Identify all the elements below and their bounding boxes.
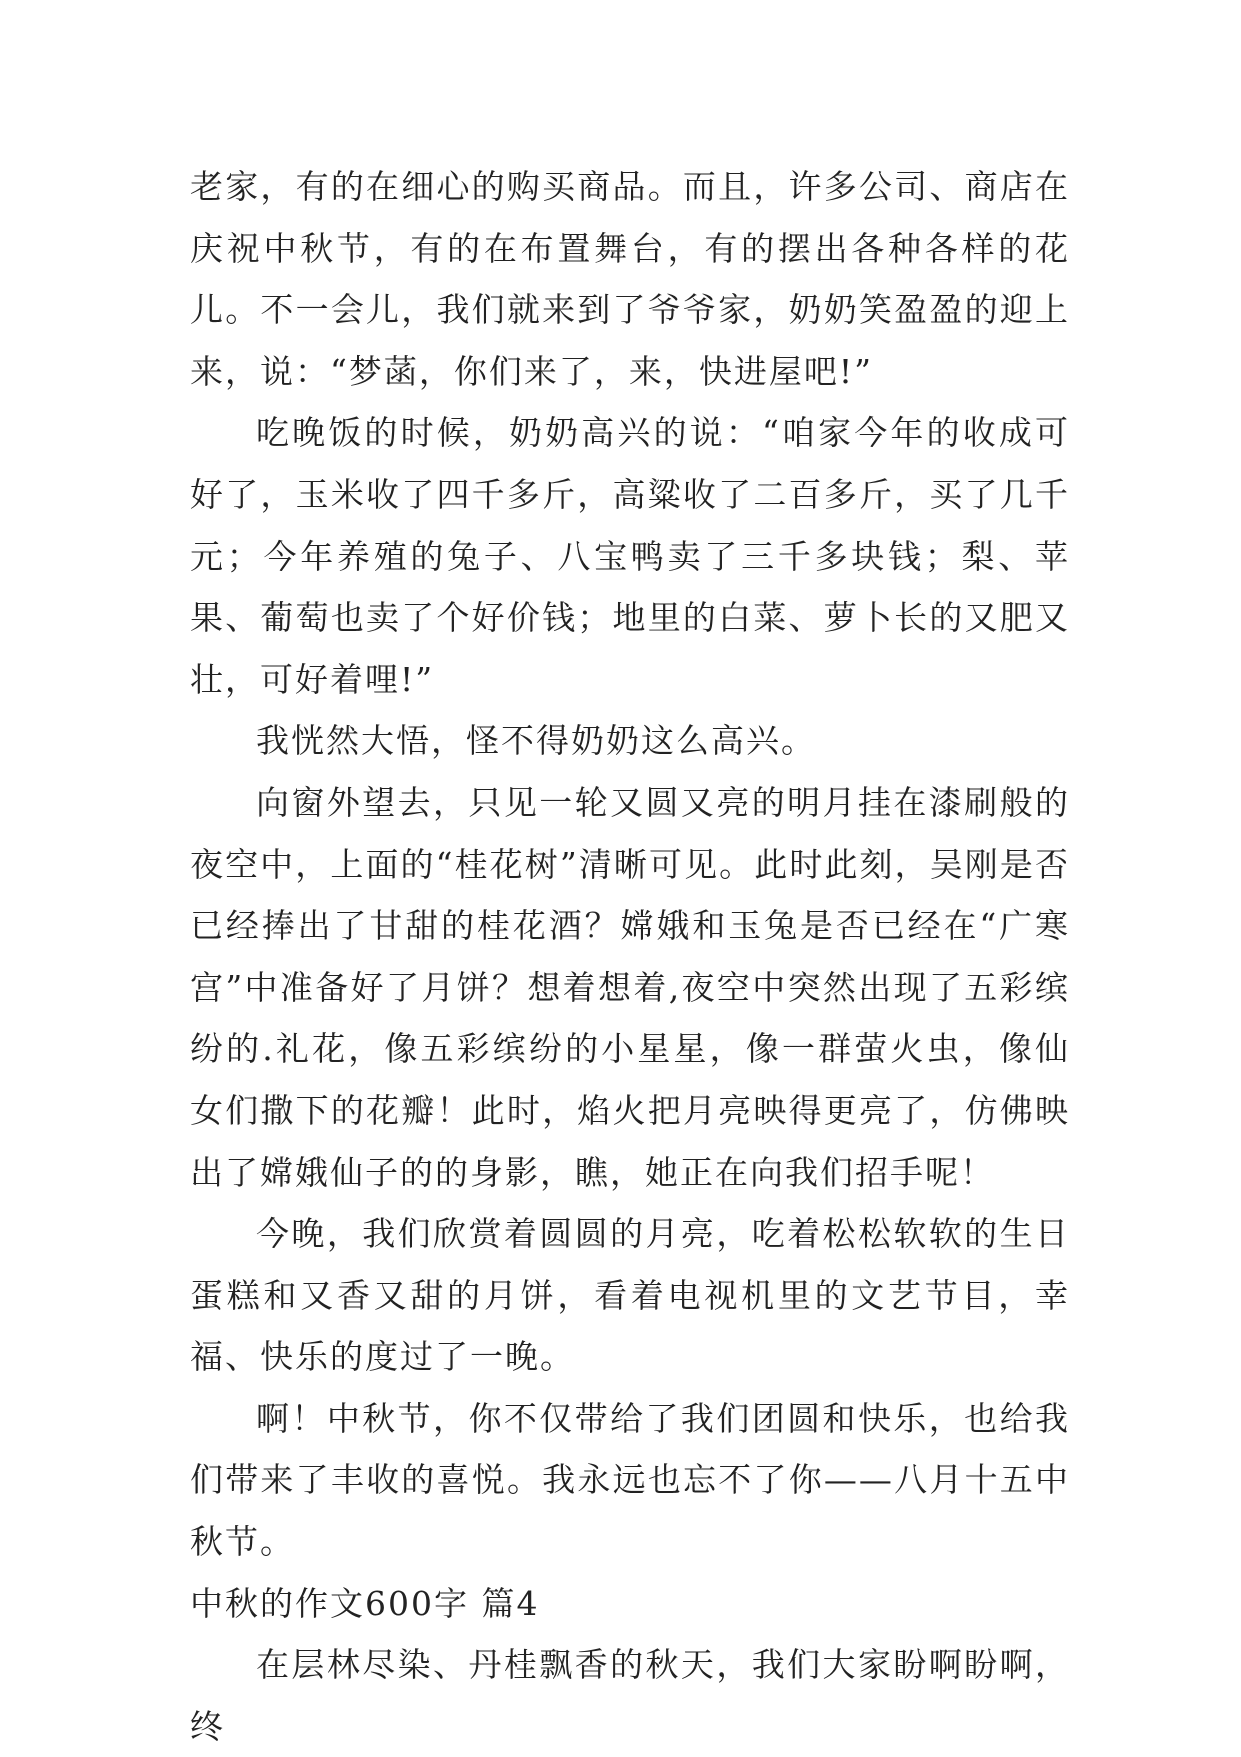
article-body xyxy=(190,156,1070,1757)
paragraph-7: 在层林尽染、丹桂飘香的秋天，我们大家盼啊盼啊，终 xyxy=(190,1645,1070,1746)
paragraph-1: 老家，有的在细心的购买商品。而且，许多公司、商店在庆祝中秋节，有的在布置舞台，有的摆出各种各样的花儿。不一会儿，我们就来到了爷爷家，奶奶笑盈盈的迎上来，说：“梦菡，你们来了，来，快进屋吧!” xyxy=(190,167,1070,391)
paragraph-6: 啊！中秋节，你不仅带给了我们团圆和快乐，也给我们带来了丰收的喜悦。我永远也忘不了你——八月十五中秋节。 xyxy=(190,1398,1070,1562)
paragraph-2: 吃晚饭的时候，奶奶高兴的说：“咱家今年的收成可好了，玉米收了四千多斤，高粱收了二百多斤，买了几千元；今年养殖的兔子、八宝鸭卖了三千多块钱；梨、苹果、葡萄也卖了个好价钱；地里的白菜、萝卜长的又肥又壮，可好着哩!” xyxy=(190,413,1070,699)
section-heading: 中秋的作文600字 篇4 xyxy=(190,1583,540,1623)
paragraph-5: 今晚，我们欣赏着圆圆的月亮，吃着松松软软的生日蛋糕和又香又甜的月饼，看着电视机里的文艺节目，幸福、快乐的度过了一晚。 xyxy=(190,1214,1070,1377)
paragraph-4: 向窗外望去，只见一轮又圆又亮的明月挂在漆刷般的夜空中，上面的“桂花树”清晰可见。此时此刻，吴刚是否已经捧出了甘甜的桂花酒？嫦娥和玉兔是否已经在“广寒宫”中准备好了月饼？想着想着,夜空中突然出现了五彩缤纷的.礼花，像五彩缤纷的小星星，像一群萤火虫，像仙女们撒下的花瓣！此时，焰火把月亮映得更亮了，仿佛映出了嫦娥仙子的的身影，瞧，她正在向我们招手呢！ xyxy=(190,782,1070,1192)
paragraph-3: 我恍然大悟，怪不得奶奶这么高兴。 xyxy=(256,721,816,761)
